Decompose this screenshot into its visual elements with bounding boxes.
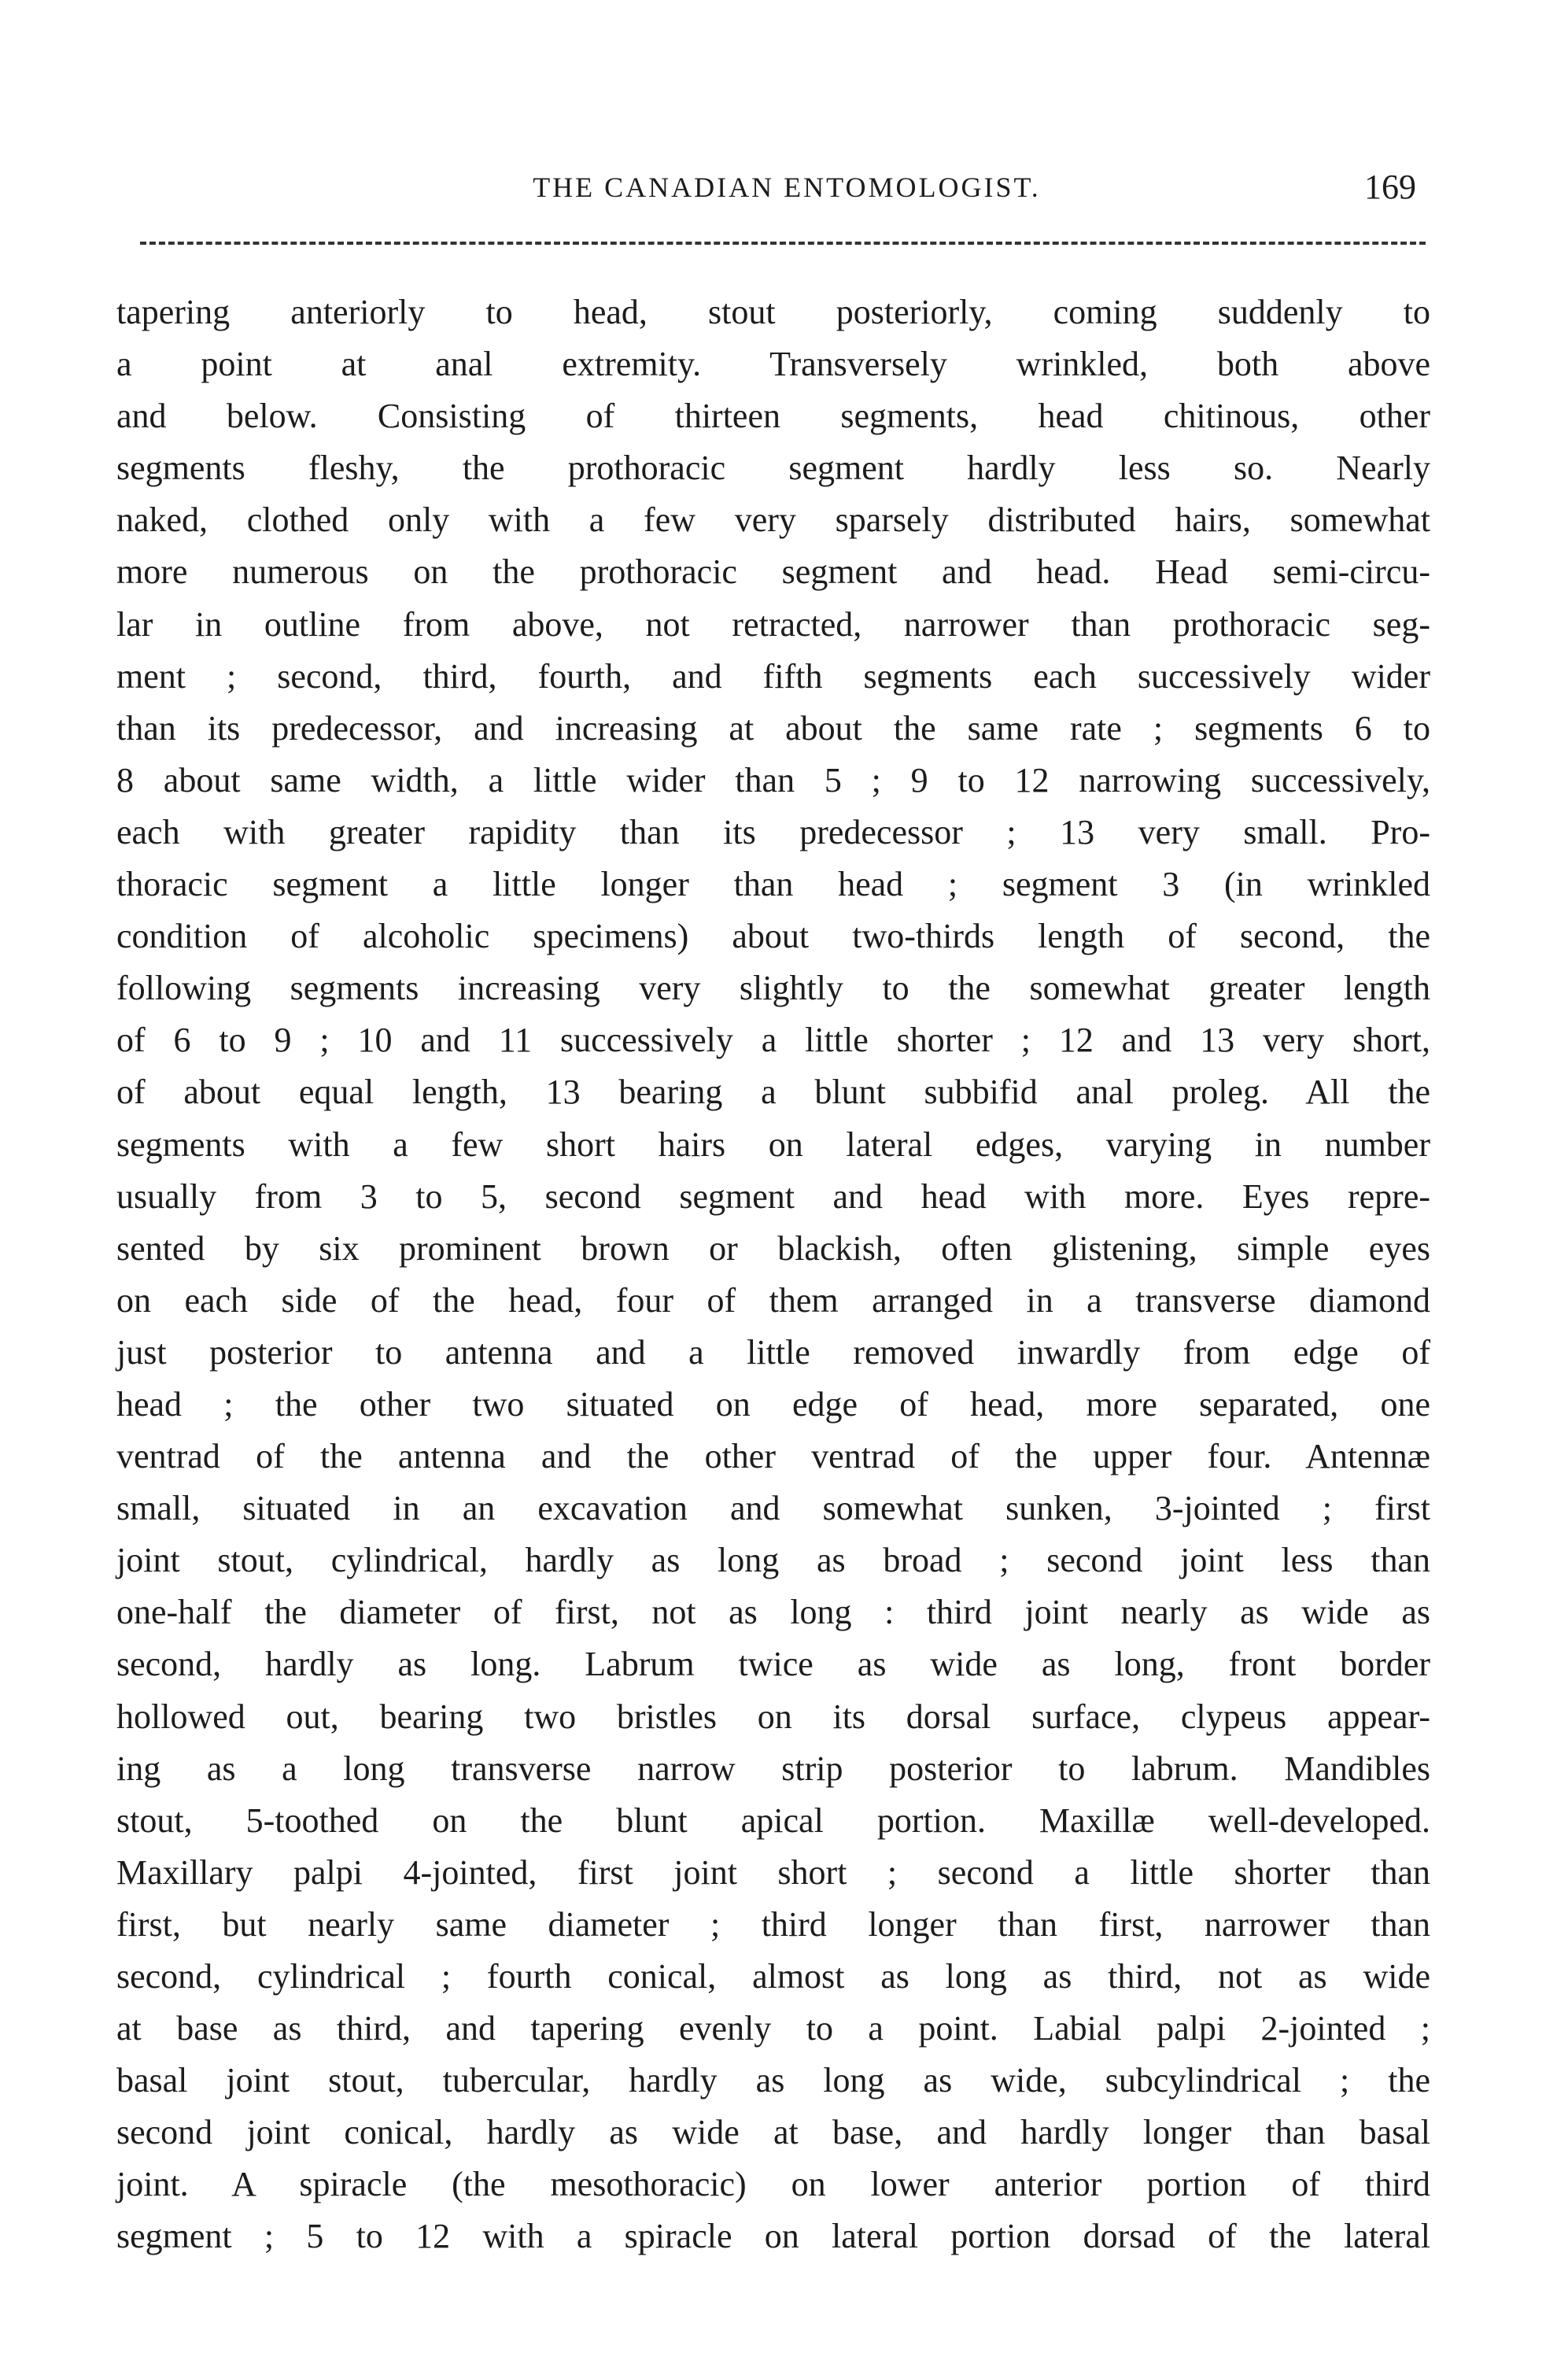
body-line: segment ; 5 to 12 with a spiracle on lateral portion dorsad of the lateral — [116, 2217, 1430, 2256]
body-line: small, situated in an excavation and somewhat sunken, 3-jointed ; first — [116, 1489, 1430, 1528]
body-line: following segments increasing very slightly to the somewhat greater length — [116, 969, 1430, 1008]
body-line: usually from 3 to 5, second segment and head with more. Eyes repre- — [116, 1176, 1430, 1216]
body-line: a point at anal extremity. Transversely wrinkled, both above — [116, 345, 1430, 384]
body-line: than its predecessor, and increasing at about the same rate ; segments 6 to — [116, 708, 1430, 748]
body-line: thoracic segment a little longer than head ; segment 3 (in wrinkled — [116, 865, 1430, 904]
page-number: 169 — [1364, 168, 1416, 206]
body-line: condition of alcoholic specimens) about two-thirds length of second, the — [116, 917, 1430, 956]
body-line: basal joint stout, tubercular, hardly as long as wide, subcylindrical ; the — [116, 2061, 1430, 2100]
body-line: second, cylindrical ; fourth conical, almost as long as third, not as wide — [116, 1957, 1430, 1996]
body-line: head ; the other two situated on edge of head, more separated, one — [116, 1384, 1430, 1424]
body-line: lar in outline from above, not retracted, narrower than prothoracic seg- — [116, 604, 1430, 644]
running-title: THE CANADIAN ENTOMOLOGIST. — [533, 172, 1041, 203]
body-line: ment ; second, third, fourth, and fifth segments each successively wider — [116, 656, 1430, 696]
body-line: joint. A spiracle (the mesothoracic) on lower anterior portion of third — [116, 2165, 1430, 2204]
body-line: segments with a few short hairs on lateral edges, varying in number — [116, 1125, 1430, 1164]
body-line: Maxillary palpi 4-jointed, first joint short ; second a little shorter than — [116, 1852, 1430, 1892]
body-text — [116, 286, 1430, 2263]
body-line: more numerous on the prothoracic segment and head. Head semi-circu- — [116, 552, 1430, 592]
header-rule — [140, 242, 1426, 245]
body-line: second joint conical, hardly as wide at base, and hardly longer than basal — [116, 2113, 1430, 2152]
body-line: ing as a long transverse narrow strip posterior to labrum. Mandibles — [116, 1749, 1430, 1788]
body-line: of 6 to 9 ; 10 and 11 successively a little shorter ; 12 and 13 very short, — [116, 1021, 1430, 1060]
body-line: joint stout, cylindrical, hardly as long as broad ; second joint less than — [116, 1541, 1430, 1580]
body-line: stout, 5-toothed on the blunt apical portion. Maxillæ well-developed. — [116, 1800, 1430, 1840]
body-line: segments fleshy, the prothoracic segment hardly less so. Nearly — [116, 449, 1430, 488]
body-line: each with greater rapidity than its predecessor ; 13 very small. Pro- — [116, 812, 1430, 851]
body-line: first, but nearly same diameter ; third longer than first, narrower than — [116, 1904, 1430, 1944]
page-header — [118, 164, 1416, 211]
body-line: sented by six prominent brown or blackish, often glistening, simple eyes — [116, 1228, 1430, 1268]
body-line: at base as third, and tapering evenly to a point. Labial palpi 2-jointed ; — [116, 2009, 1430, 2048]
body-line: hollowed out, bearing two bristles on its dorsal surface, clypeus appear- — [116, 1697, 1430, 1736]
body-line: 8 about same width, a little wider than 5 ; 9 to 12 narrowing successively, — [116, 760, 1430, 800]
body-line: naked, clothed only with a few very sparsely distributed hairs, somewhat — [116, 500, 1430, 540]
body-line: just posterior to antenna and a little removed inwardly from edge of — [116, 1332, 1430, 1372]
body-line: on each side of the head, four of them arranged in a transverse diamond — [116, 1280, 1430, 1320]
body-line: tapering anteriorly to head, stout posteriorly, coming suddenly to — [116, 293, 1430, 331]
body-line: ventrad of the antenna and the other ventrad of the upper four. Antennæ — [116, 1437, 1430, 1476]
body-line: and below. Consisting of thirteen segments, head chitinous, other — [116, 397, 1430, 436]
body-line: of about equal length, 13 bearing a blunt subbifid anal proleg. All the — [116, 1073, 1430, 1112]
body-line: second, hardly as long. Labrum twice as wide as long, front border — [116, 1645, 1430, 1684]
body-line: one-half the diameter of first, not as long : third joint nearly as wide as — [116, 1593, 1430, 1632]
